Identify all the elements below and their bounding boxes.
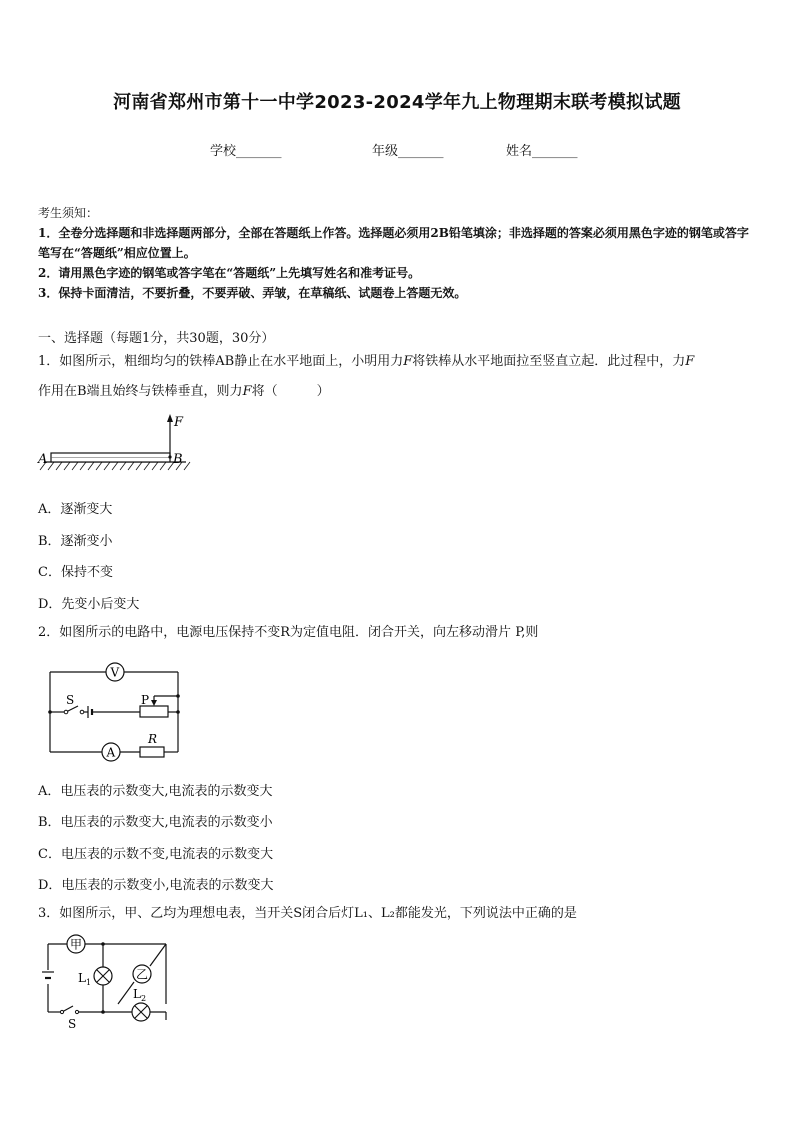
resistor-r (140, 747, 164, 757)
q1-option-a: A．逐渐变大 (38, 502, 113, 517)
q2-option-d: D．电压表的示数变小,电流表的示数变大 (38, 878, 274, 893)
notice-item-2: 2．请用黑色字迹的钢笔或答字笔在“答题纸”上先填写姓名和准考证号。 (38, 266, 421, 280)
question-1-stem: 1．如图所示，粗细均匀的铁棒AB静止在水平地面上，小明用力F将铁棒从水平地面拉至竖直立起．此过程中，力F 作用在B端且始终与铁棒垂直，则力F将（ ） (38, 354, 695, 399)
svg-text:L2: $L_2$ (133, 987, 147, 1003)
svg-text:A: A (106, 745, 116, 760)
name-field: 姓名_______ (506, 144, 578, 159)
svg-text:乙: 乙 (136, 967, 149, 982)
svg-text:V: V (110, 665, 120, 680)
svg-text:S: S (68, 1017, 77, 1031)
svg-text:P: P (141, 693, 150, 707)
svg-text:S: S (66, 693, 75, 707)
label-B: B (173, 452, 183, 467)
question-2-figure (44, 660, 184, 762)
rheostat (140, 706, 168, 717)
section-title: 一、选择题（每题1分，共30题，30分） (38, 331, 275, 346)
grade-field: 年级_______ (372, 144, 444, 159)
question-1-figure (36, 412, 196, 478)
question-3-figure (38, 932, 178, 1032)
q2-option-b: B．电压表的示数变大,电流表的示数变小 (38, 815, 273, 830)
notice-item-1: 1．全卷分选择题和非选择题两部分，全部在答题纸上作答。选择题必须用2B铅笔填涂；非选择题的答案必须用黑色字迹的钢笔或答字笔写在“答题纸”相应位置上。 (38, 226, 749, 260)
exam-notice (38, 203, 760, 303)
q1-option-c: C．保持不变 (38, 565, 113, 580)
svg-text:甲: 甲 (70, 937, 83, 952)
q2-option-a: A．电压表的示数变大,电流表的示数变大 (38, 784, 273, 799)
question-3-stem: 3．如图所示，甲、乙均为理想电表，当开关S闭合后灯L₁、L₂都能发光，下列说法中正确的是 (38, 906, 577, 921)
school-field: 学校_______ (210, 144, 282, 159)
ground-hatching (40, 462, 190, 470)
q1-option-b: B．逐渐变小 (38, 534, 113, 549)
label-F: F (174, 415, 184, 430)
svg-text:R: R (148, 732, 158, 746)
label-A: A (38, 452, 48, 467)
notice-item-3: 3．保持卡面清洁，不要折叠，不要弄破、弄皱，在草稿纸、试题卷上答题无效。 (38, 286, 467, 300)
page-title: 河南省郑州市第十一中学2023-2024学年九上物理期末联考模拟试题 (113, 92, 681, 113)
q1-option-d: D．先变小后变大 (38, 597, 140, 612)
svg-text:L1: $L_1$ (78, 971, 92, 987)
q2-option-c: C．电压表的示数不变,电流表的示数变大 (38, 847, 274, 862)
question-2-stem: 2．如图所示的电路中，电源电压保持不变R为定值电阻．闭合开关，向左移动滑片 P,则 (38, 625, 539, 640)
lamp-l1 (94, 967, 112, 985)
notice-heading: 考生须知： (38, 206, 99, 220)
lamp-l2 (132, 1003, 150, 1021)
arrow-head (167, 414, 173, 422)
